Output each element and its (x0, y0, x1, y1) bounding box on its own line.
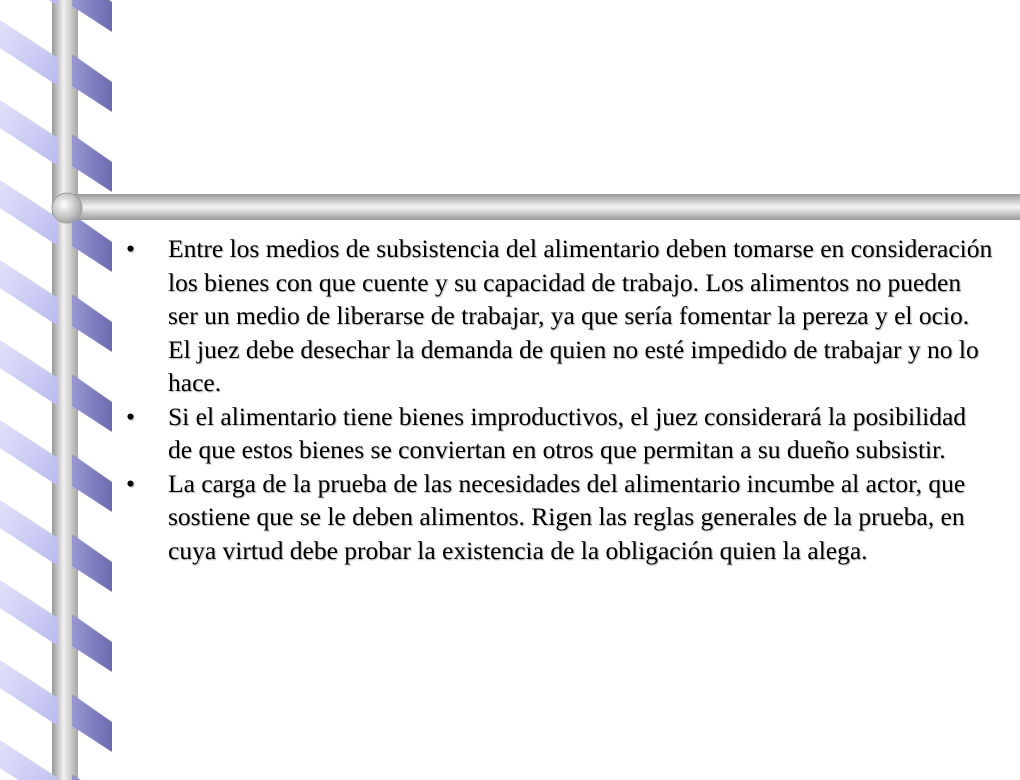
bullet-marker: • (126, 401, 135, 431)
ribbon-segment-light (0, 740, 58, 780)
ribbon-segment-light (0, 260, 58, 326)
ribbon-segment-light (0, 340, 58, 406)
ribbon-segment-light (0, 180, 58, 246)
bullet-text: Si el alimentario tiene bienes improductivos, el juez considerará la posibilidad de que estos bienes se conviertan en otros que permitan a su dueño subsistir. (168, 401, 967, 464)
ribbon-segment-light (0, 580, 58, 646)
ribbon-segment-light (0, 0, 58, 6)
bullet-list (126, 232, 996, 567)
ribbon-segment-light (0, 500, 58, 566)
bullet-text: La carga de la prueba de las necesidades del alimentario incumbe al actor, que sostiene que se le deben alimentos. Rigen las reglas generales de la prueba, en cuya virtud debe probar la existencia de la obligación quien la alega. (168, 468, 966, 565)
bullet-marker: • (126, 468, 135, 498)
bullet-item (126, 400, 996, 467)
ribbon-segment-light (0, 20, 58, 86)
ribbon-segment-light (0, 660, 58, 726)
bullet-item (126, 467, 996, 568)
ribbon-segment-light (0, 100, 58, 166)
horizontal-rod (66, 194, 1020, 220)
bullet-text: Entre los medios de subsistencia del alimentario deben tomarse en consideración los bienes con que cuente y su capacidad de trabajo. Los alimentos no pueden ser un medio de liberarse de trabajar, ya que sería fomentar la pereza y el ocio. El juez debe desechar la demanda de quien no esté impedido de trabajar y no lo hace. (168, 234, 993, 397)
bullet-marker: • (126, 234, 135, 263)
rod-knob (52, 193, 82, 223)
bullet-item (126, 232, 996, 400)
ribbon-segment-light (0, 420, 58, 486)
